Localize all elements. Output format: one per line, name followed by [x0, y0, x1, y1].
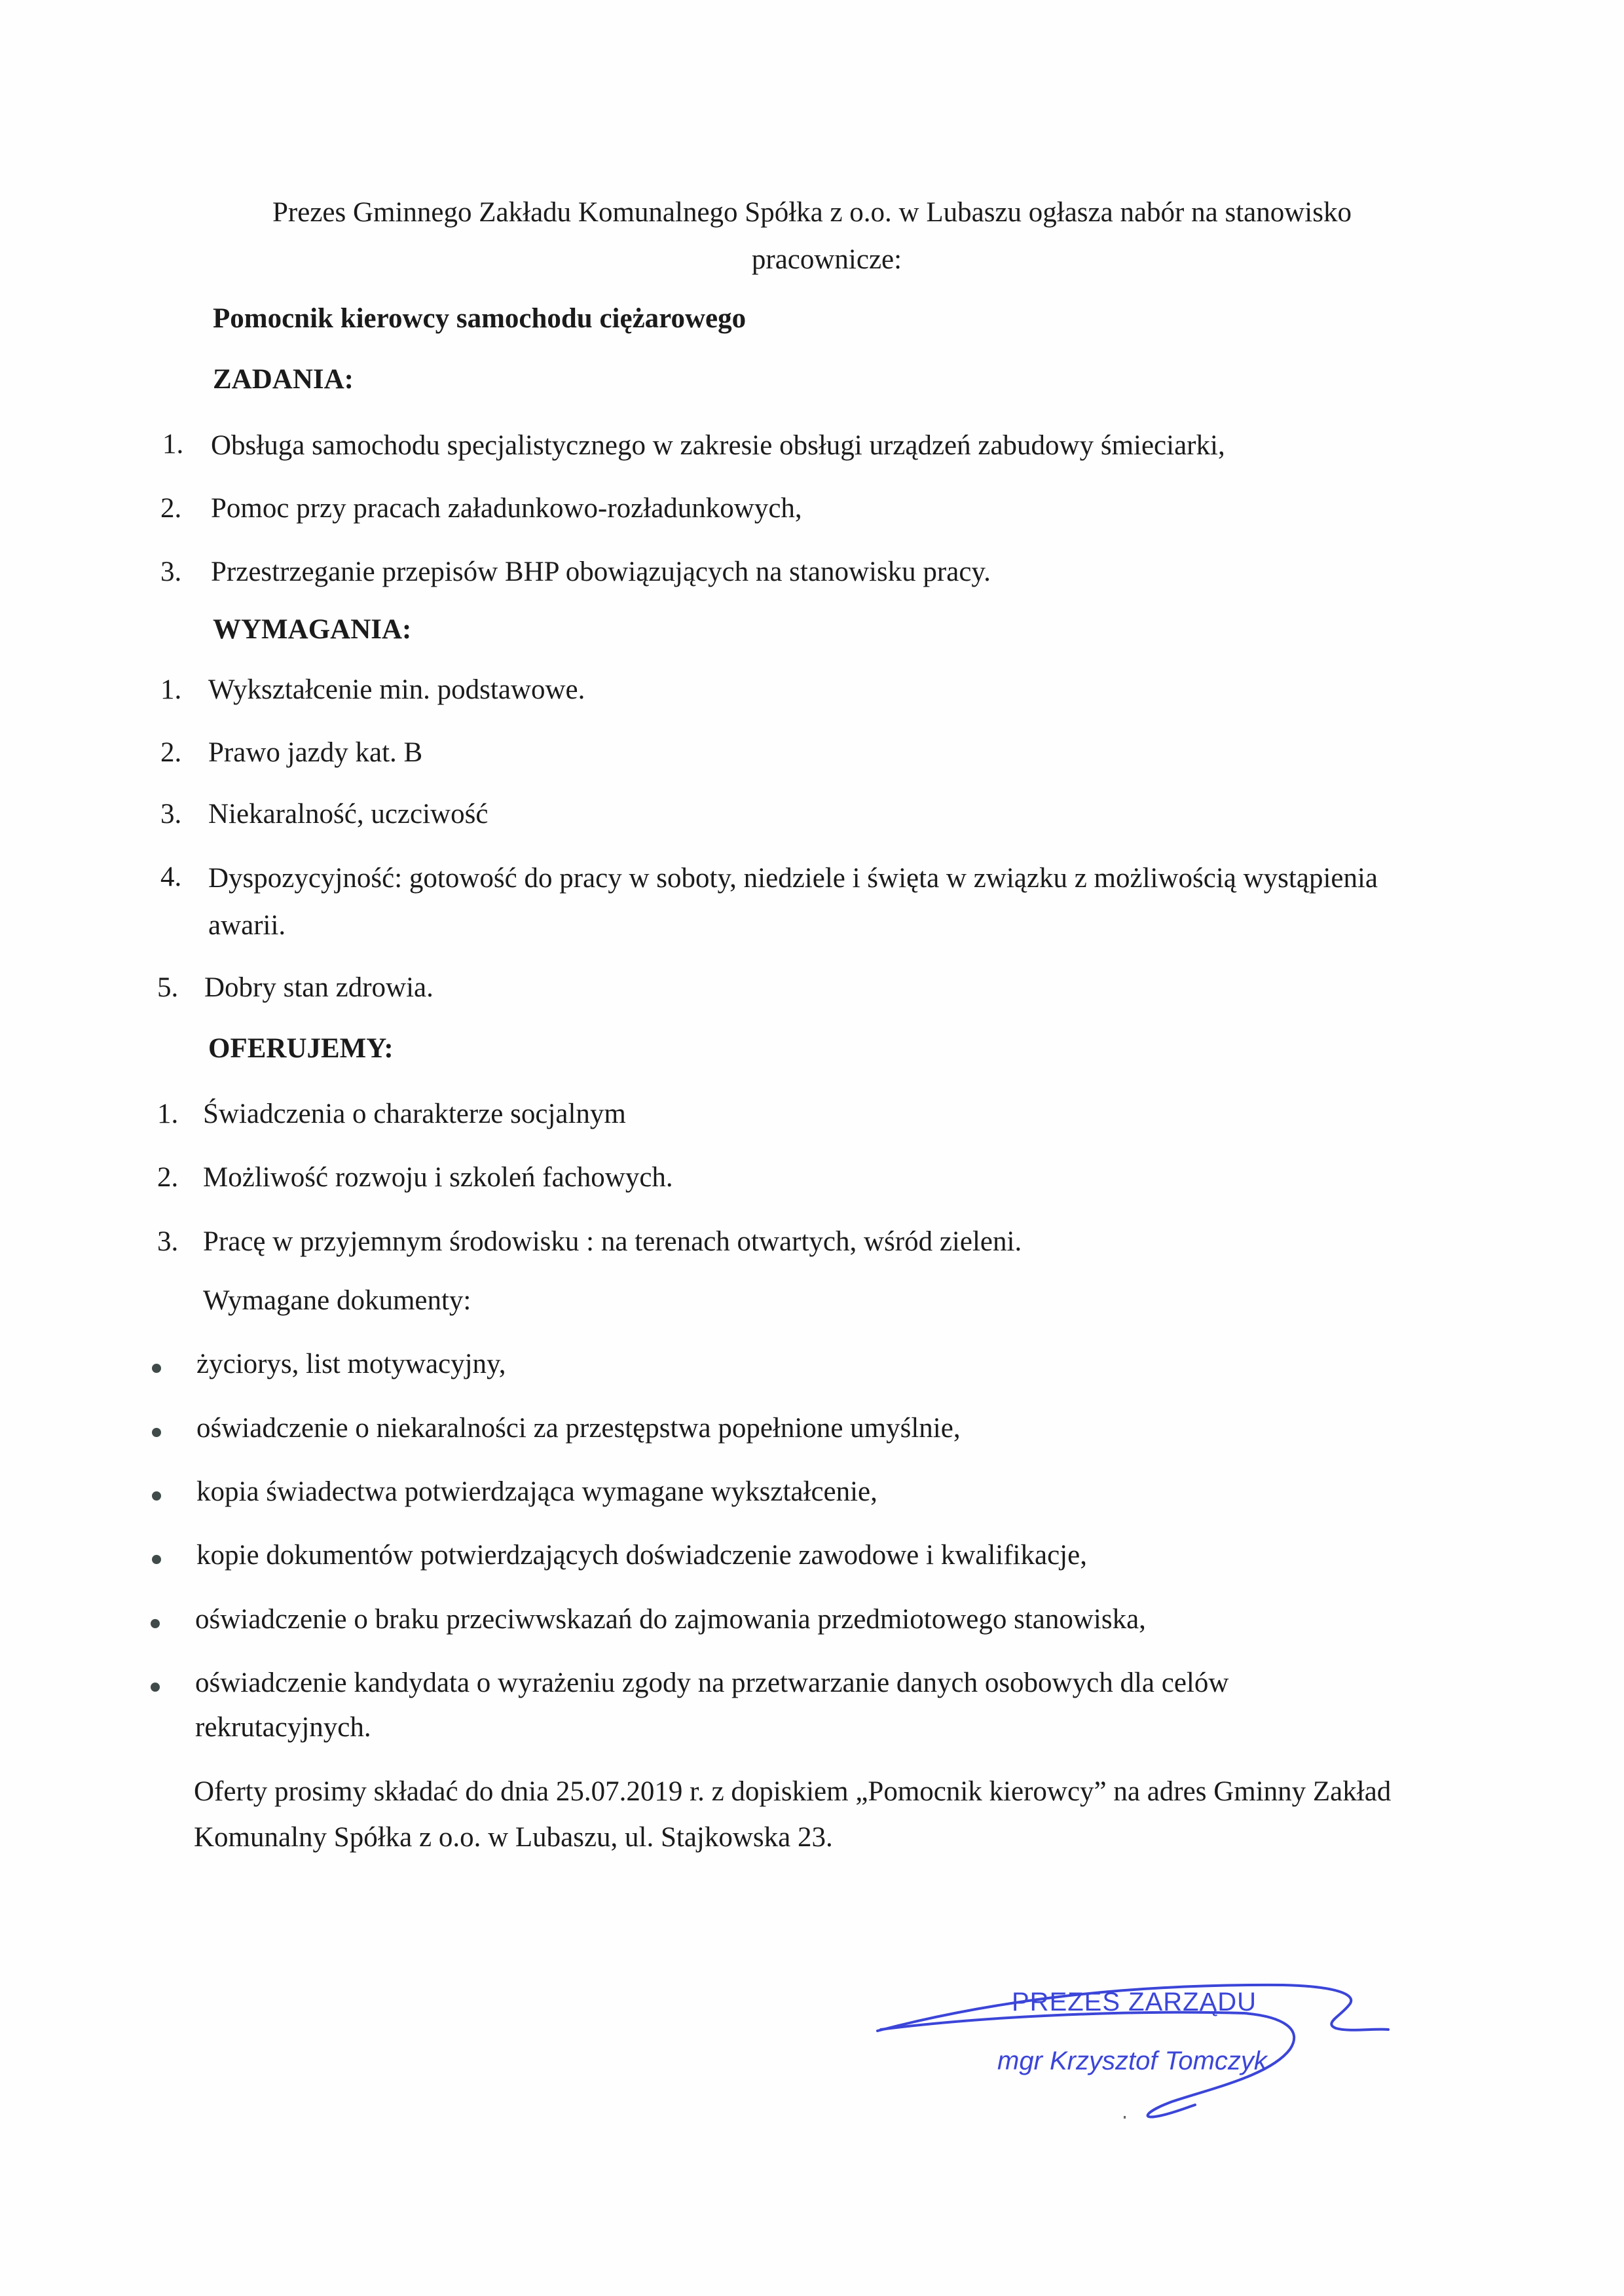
item-number: 2. [157, 1162, 179, 1193]
item-text: oświadczenie o braku przeciwwskazań do zajmowania przedmiotowego stanowiska, [195, 1604, 1146, 1635]
bullet-icon [152, 1364, 161, 1373]
item-text-continuation: awarii. [208, 910, 286, 941]
item-text: Pomoc przy pracach załadunkowo-rozładunkowych, [211, 493, 802, 524]
stamp-name: mgr Krzysztof Tomczyk [997, 2047, 1267, 2075]
item-text: Dobry stan zdrowia. [204, 972, 434, 1003]
item-text: życiorys, list motywacyjny, [196, 1349, 506, 1379]
position-title: Pomocnik kierowcy samochodu ciężarowego [213, 303, 747, 334]
item-text: Dyspozycyjność: gotowość do pracy w soboty, niedziele i święta w związku z możliwością wystąpienia [208, 863, 1378, 894]
zadania-heading: ZADANIA: [213, 364, 354, 395]
item-number: 3. [157, 1226, 179, 1257]
wymagania-heading: WYMAGANIA: [213, 614, 412, 645]
oferujemy-heading: OFERUJEMY: [208, 1033, 394, 1064]
item-number: 1. [157, 1099, 179, 1129]
item-text: Prawo jazdy kat. B [208, 737, 423, 768]
item-text: Wykształcenie min. podstawowe. [208, 674, 585, 705]
item-text-continuation: rekrutacyjnych. [195, 1712, 371, 1743]
header-line-2: pracownicze: [751, 244, 902, 275]
item-number: 3. [160, 799, 182, 829]
closing-line-2: Komunalny Spółka z o.o. w Lubaszu, ul. Stajkowska 23. [194, 1822, 833, 1853]
item-text: kopie dokumentów potwierdzających doświadczenie zawodowe i kwalifikacje, [196, 1540, 1087, 1571]
stamp-title: PREZES ZARZĄDU [1012, 1988, 1257, 2016]
item-number: 3. [160, 556, 182, 587]
item-number: 5. [157, 972, 179, 1003]
item-number: 4. [160, 862, 182, 892]
item-text: Pracę w przyjemnym środowisku : na terenach otwartych, wśród zieleni. [203, 1226, 1022, 1257]
item-text: Niekaralność, uczciwość [208, 799, 489, 829]
item-number: 1. [162, 429, 184, 460]
item-text: Świadczenia o charakterze socjalnym [203, 1099, 626, 1129]
dokumenty-heading: Wymagane dokumenty: [203, 1285, 471, 1316]
bullet-icon [152, 1491, 161, 1501]
item-number: 2. [160, 493, 182, 524]
item-text: Możliwość rozwoju i szkoleń fachowych. [203, 1162, 673, 1193]
item-text: kopia świadectwa potwierdzająca wymagane wykształcenie, [196, 1476, 877, 1507]
bullet-icon [151, 1683, 160, 1692]
item-text: oświadczenie kandydata o wyrażeniu zgody na przetwarzanie danych osobowych dla celów [195, 1667, 1229, 1698]
scan-speck [1124, 2116, 1126, 2119]
item-text: oświadczenie o niekaralności za przestępstwa popełnione umyślnie, [196, 1413, 961, 1444]
closing-line-1: Oferty prosimy składać do dnia 25.07.2019 r. z dopiskiem „Pomocnik kierowcy” na adres Gminny Zakład [194, 1776, 1392, 1807]
item-number: 1. [160, 674, 182, 705]
bullet-icon [152, 1555, 161, 1564]
bullet-icon [152, 1428, 161, 1437]
item-text: Obsługa samochodu specjalistycznego w zakresie obsługi urządzeń zabudowy śmieciarki, [211, 430, 1225, 461]
item-number: 2. [160, 737, 182, 768]
header-line-1: Prezes Gminnego Zakładu Komunalnego Spółka z o.o. w Lubaszu ogłasza nabór na stanowisko [272, 197, 1352, 228]
item-text: Przestrzeganie przepisów BHP obowiązujących na stanowisku pracy. [211, 556, 991, 587]
bullet-icon [151, 1619, 160, 1628]
